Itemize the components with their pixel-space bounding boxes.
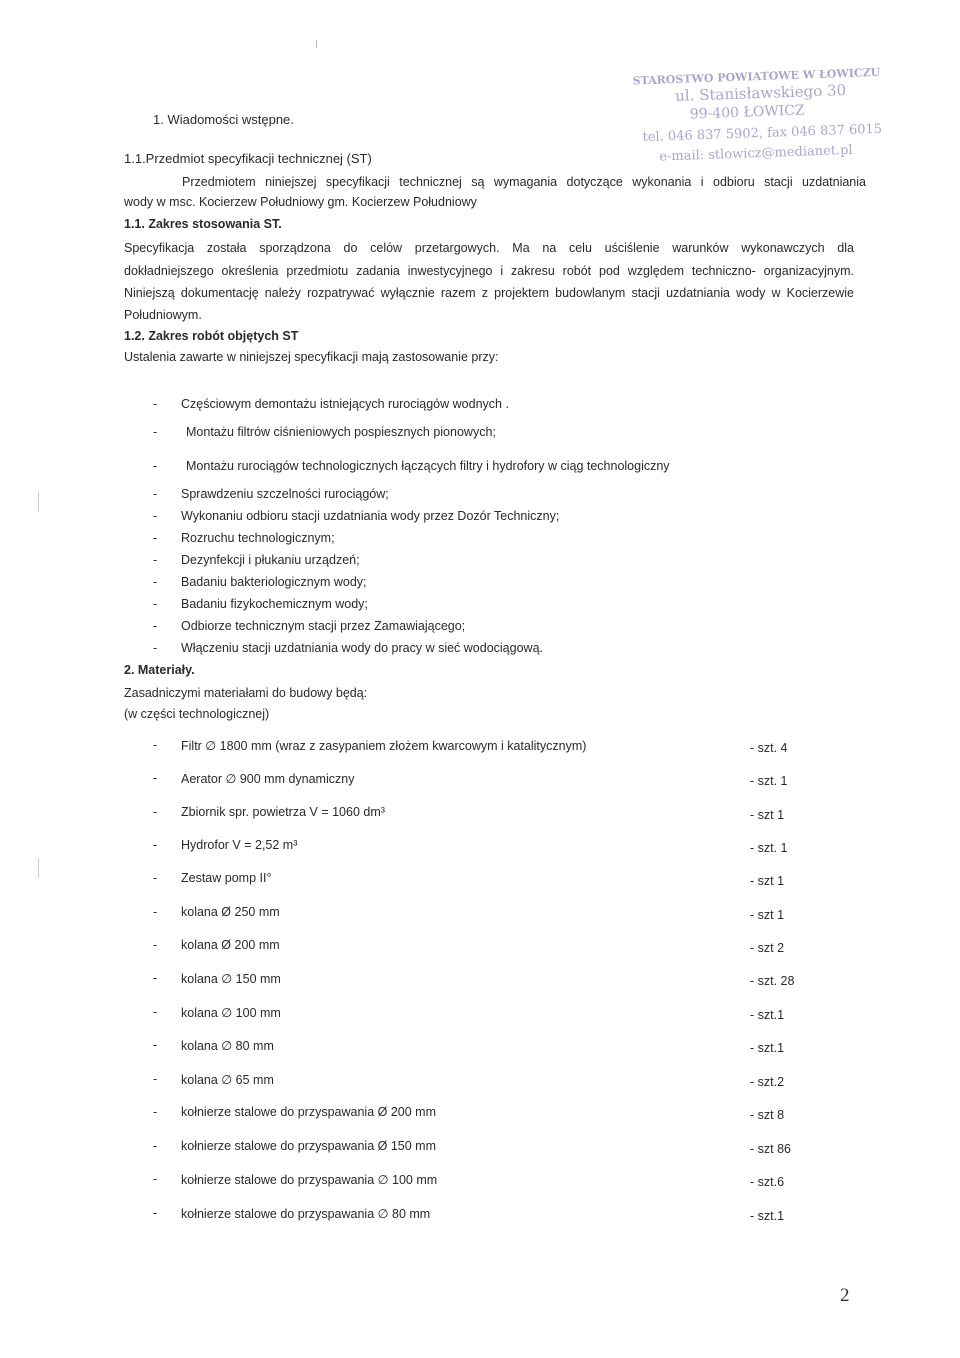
material-name: Filtr ∅ 1800 mm (wraz z zasypaniem złożem kwarcowym i katalitycznym)	[181, 739, 587, 753]
scan-mark-top	[316, 40, 317, 48]
list-item: Wykonaniu odbioru stacji uzdatniania wody przez Dozór Techniczny;	[181, 509, 560, 523]
list-item: Rozruchu technologicznym;	[181, 531, 335, 545]
list-dash: -	[153, 553, 158, 567]
material-qty: - szt.2	[750, 1075, 785, 1089]
material-name: kołnierze stalowe do przyspawania ∅ 100 mm	[181, 1173, 438, 1187]
material-name: kołnierze stalowe do przyspawania Ø 200 mm	[181, 1105, 436, 1119]
section-1-2-intro: Ustalenia zawarte w niniejszej specyfikacji mają zastosowanie przy:	[124, 350, 499, 364]
section-1-1-heading: 1.1.Przedmiot specyfikacji technicznej (ST)	[124, 151, 372, 166]
material-dash: -	[153, 805, 158, 819]
material-name: kolana ∅ 150 mm	[181, 972, 281, 986]
material-dash: -	[153, 871, 158, 885]
material-name: kolana ∅ 100 mm	[181, 1006, 281, 1020]
material-dash: -	[153, 905, 158, 919]
material-dash: -	[153, 1038, 158, 1052]
material-name: Zestaw pomp II°	[181, 871, 272, 885]
material-dash: -	[153, 1172, 158, 1186]
list-item: Montażu filtrów ciśnieniowych pospiesznych pionowych;	[186, 425, 496, 439]
material-qty: - szt.1	[750, 1041, 785, 1055]
list-item: Częściowym demontażu istniejących rurociągów wodnych .	[181, 397, 509, 411]
material-dash: -	[153, 1105, 158, 1119]
section-1-1-scope-line-1: Specyfikacja została sporządzona do celów przetargowych. Ma na celu uściślenie warunków wykonawczych dla	[124, 241, 854, 255]
material-qty: - szt.6	[750, 1175, 785, 1189]
material-qty: - szt.1	[750, 1209, 785, 1223]
stamp-line-3: 99-400 ŁOWICZ	[689, 102, 805, 123]
scan-mark-left-1	[38, 492, 39, 512]
section-1-1-scope-line-3: Niniejszą dokumentację należy rozpatrywać wyłącznie razem z projektem budowlanym stacji uzdatniania wody w Kocierzewie	[124, 286, 854, 300]
material-dash: -	[153, 771, 158, 785]
section-1-1-scope-heading: 1.1. Zakres stosowania ST.	[124, 217, 282, 231]
material-dash: -	[153, 1206, 158, 1220]
list-dash: -	[153, 509, 158, 523]
material-name: kolana ∅ 80 mm	[181, 1039, 274, 1053]
list-dash: -	[153, 619, 158, 633]
office-stamp	[630, 65, 893, 170]
list-dash: -	[153, 531, 158, 545]
stamp-line-2: ul. Stanisławskiego 30	[674, 81, 847, 106]
material-qty: - szt. 4	[750, 741, 788, 755]
list-dash: -	[153, 425, 158, 439]
list-dash: -	[153, 597, 158, 611]
list-dash: -	[153, 487, 158, 501]
material-qty: - szt 1	[750, 808, 785, 822]
material-qty: - szt. 1	[750, 774, 788, 788]
material-name: Hydrofor V = 2,52 m³	[181, 838, 298, 852]
list-item: Włączeniu stacji uzdatniania wody do pracy w sieć wodociągową.	[181, 641, 543, 655]
material-name: kolana Ø 250 mm	[181, 905, 280, 919]
material-dash: -	[153, 838, 158, 852]
list-dash: -	[153, 459, 158, 473]
list-item: Badaniu bakteriologicznym wody;	[181, 575, 367, 589]
list-item: Badaniu fizykochemicznym wody;	[181, 597, 368, 611]
material-dash: -	[153, 971, 158, 985]
material-dash: -	[153, 738, 158, 752]
section-2-intro-2: (w części technologicznej)	[124, 707, 270, 721]
material-qty: - szt 1	[750, 874, 785, 888]
material-qty: - szt 86	[750, 1142, 791, 1156]
material-dash: -	[153, 1139, 158, 1153]
section-2-heading: 2. Materiały.	[124, 663, 195, 677]
section-1-1-scope-line-4: Południowym.	[124, 308, 202, 322]
section-1-1-scope-line-2: dokładniejszego określenia przedmiotu zadania inwestycyjnego i zakresu robót pod względem techniczno- organizacyjnym.	[124, 264, 854, 278]
stamp-line-4: tel. 046 837 5902, fax 046 837 6015	[642, 121, 883, 146]
section-1-1-line-2: wody w msc. Kocierzew Południowy gm. Kocierzew Południowy	[124, 195, 477, 209]
list-dash: -	[153, 397, 158, 411]
material-name: Zbiornik spr. powietrza V = 1060 dm³	[181, 805, 385, 819]
list-dash: -	[153, 575, 158, 589]
stamp-line-1: STAROSTWO POWIATOWE W ŁOWICZU	[632, 65, 881, 88]
stamp-line-5: e-mail: stlowicz@medianet.pl	[659, 142, 853, 165]
list-item: Montażu rurociągów technologicznych łączących filtry i hydrofory w ciąg technologiczny	[186, 459, 670, 473]
material-dash: -	[153, 1072, 158, 1086]
material-name: Aerator ∅ 900 mm dynamiczny	[181, 772, 355, 786]
material-qty: - szt 1	[750, 908, 785, 922]
list-dash: -	[153, 641, 158, 655]
material-dash: -	[153, 938, 158, 952]
section-2-intro-1: Zasadniczymi materiałami do budowy będą:	[124, 686, 368, 700]
material-qty: - szt. 1	[750, 841, 788, 855]
page-number: 2	[840, 1285, 850, 1306]
section-1-2-heading: 1.2. Zakres robót objętych ST	[124, 329, 299, 343]
material-qty: - szt.1	[750, 1008, 785, 1022]
material-qty: - szt 8	[750, 1108, 785, 1122]
scan-mark-left-2	[38, 858, 39, 878]
list-item: Sprawdzeniu szczelności rurociągów;	[181, 487, 389, 501]
section-1-1-line-1: Przedmiotem niniejszej specyfikacji technicznej są wymagania dotyczące wykonania i odbioru stacji uzdatniania	[182, 175, 866, 189]
material-qty: - szt. 28	[750, 974, 795, 988]
material-name: kołnierze stalowe do przyspawania Ø 150 mm	[181, 1139, 436, 1153]
material-dash: -	[153, 1005, 158, 1019]
list-item: Dezynfekcji i płukaniu urządzeń;	[181, 553, 360, 567]
material-name: kołnierze stalowe do przyspawania ∅ 80 mm	[181, 1207, 431, 1221]
material-name: kolana ∅ 65 mm	[181, 1073, 274, 1087]
material-qty: - szt 2	[750, 941, 785, 955]
section-1-heading: 1. Wiadomości wstępne.	[153, 112, 294, 127]
material-name: kolana Ø 200 mm	[181, 938, 280, 952]
list-item: Odbiorze technicznym stacji przez Zamawiającego;	[181, 619, 466, 633]
